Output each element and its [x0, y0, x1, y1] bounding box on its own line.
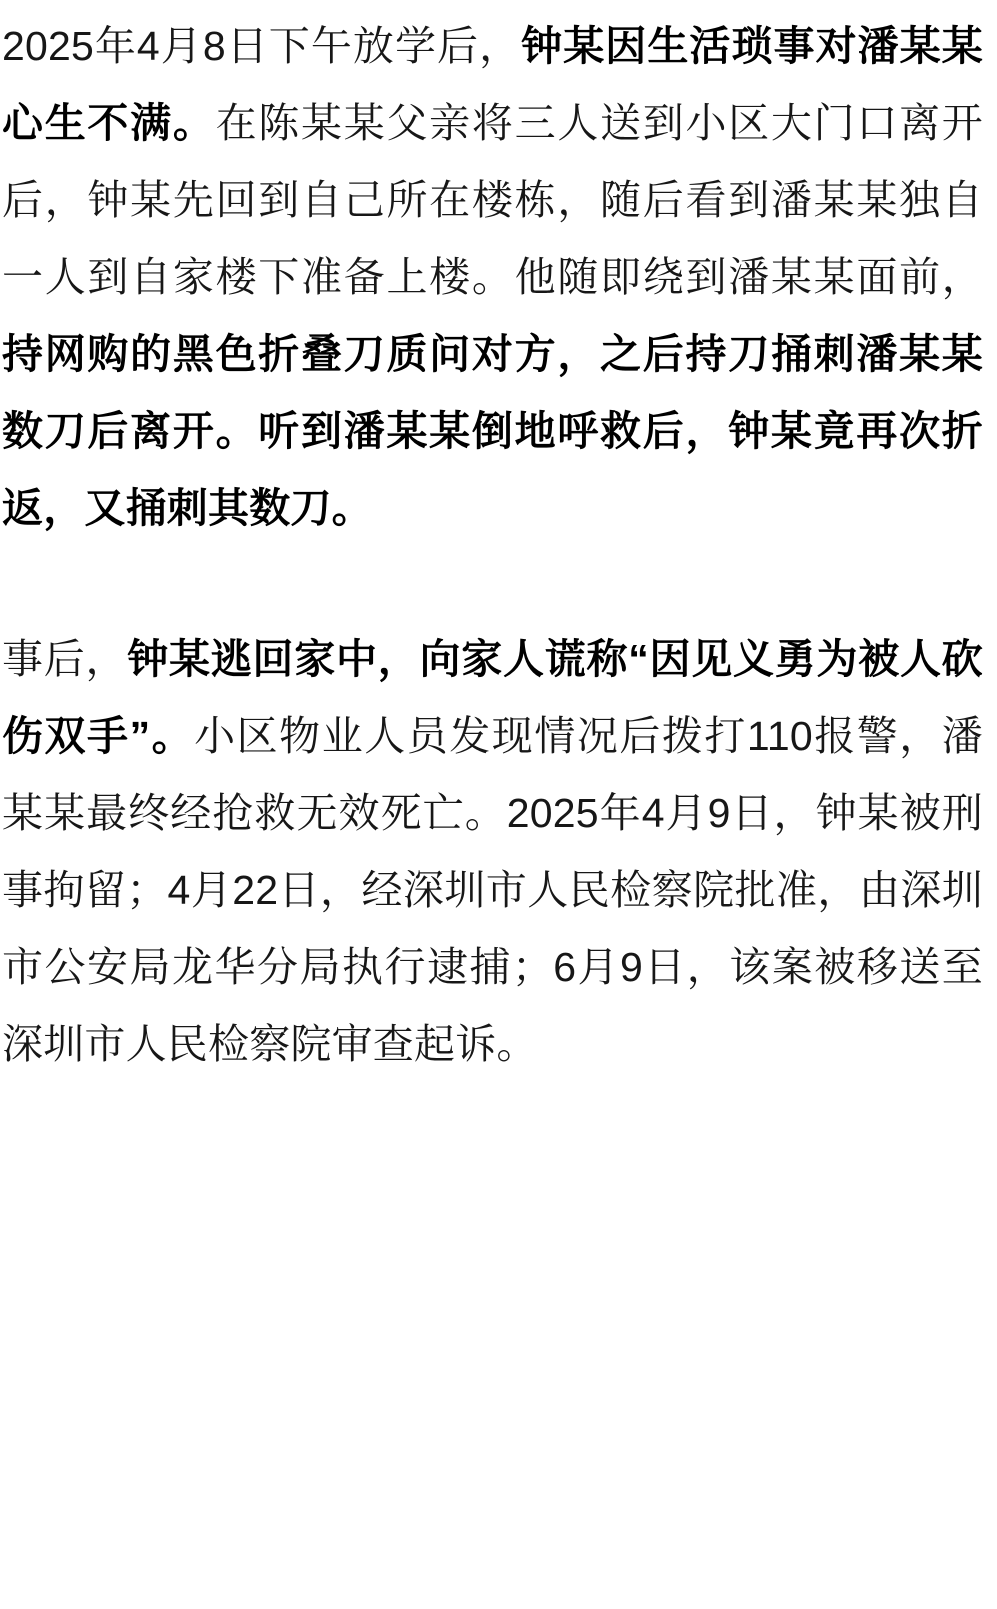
text-run: 事后， — [2, 636, 128, 682]
article-body — [2, 8, 983, 1083]
text-run: 小区物业人员发现情况后拨打110报警，潘某某最终经抢救无效死亡。2025年4月9日，钟某被刑事拘留；4月22日，经深圳市人民检察院批准，由深圳市公安局龙华分局执行逮捕；6月9日，该案被移送至深圳市人民检察院审查起诉。 — [2, 713, 983, 1067]
text-run: 2025年4月8日下午放学后， — [2, 23, 522, 69]
text-run: 在陈某某父亲将三人送到小区大门口离开后，钟某先回到自己所在楼栋，随后看到潘某某独自一人到自家楼下准备上楼。他随即绕到潘某某面前， — [2, 100, 983, 300]
text-run: 持网购的黑色折叠刀质问对方，之后持刀捅刺潘某某数刀后离开。听到潘某某倒地呼救后，钟某竟再次折返，又捅刺其数刀。 — [2, 331, 983, 531]
text-run: 钟某因生活琐事对潘某某心生不满。 — [2, 23, 984, 146]
text-run: 钟某逃回家中，向家人谎称“因见义勇为被人砍伤双手”。 — [2, 636, 983, 759]
paragraph-2 — [2, 621, 983, 1083]
paragraph-1 — [2, 8, 983, 547]
